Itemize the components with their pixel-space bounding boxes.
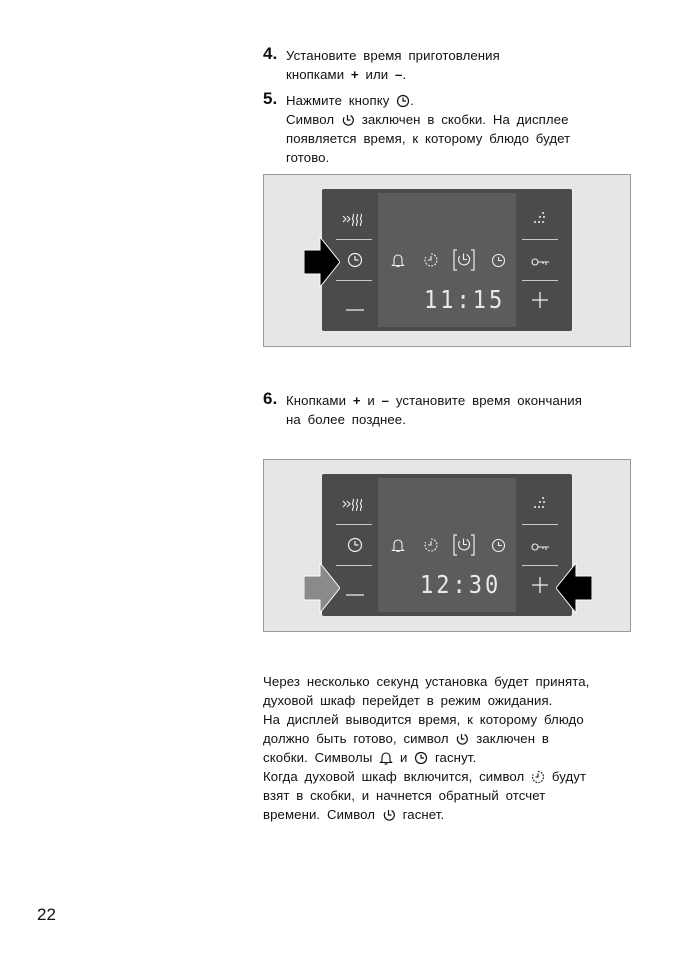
key-icon[interactable] (531, 255, 551, 273)
step-5-line-4: готово. (286, 150, 330, 165)
step-6-text-2: установите время окончания (395, 393, 583, 408)
divider (522, 565, 558, 566)
or-text: или (365, 67, 389, 82)
fast-heat-icon[interactable] (342, 497, 366, 516)
bracketed-end-time-icon (452, 248, 476, 277)
step-5-number: 5. (263, 89, 278, 108)
control-panel-figure-2 (263, 459, 631, 632)
step-4-number: 4. (263, 44, 278, 63)
divider (336, 565, 372, 566)
timer-icon (423, 252, 439, 273)
text-line-1: Через несколько секунд установка будет принята, (263, 674, 590, 689)
time-display: 11:15 (424, 286, 506, 315)
text-part: будут (551, 769, 587, 784)
step-4-line-2 (286, 65, 406, 84)
symbol-text: Символ (286, 112, 335, 127)
pointer-arrow-icon (304, 237, 340, 292)
step-6-line-2: на более позднее. (286, 412, 406, 427)
divider (522, 239, 558, 240)
dots-icon[interactable] (531, 496, 547, 517)
fast-heat-icon[interactable] (342, 212, 366, 231)
text-line-3: На дисплей выводится время, к которому блюдо (263, 712, 584, 727)
oven-control-panel (322, 189, 572, 331)
plus-icon[interactable] (532, 577, 548, 598)
key-icon[interactable] (531, 540, 551, 558)
text-line-7: взят в скобки, и начнется обратный отсчет (263, 788, 546, 803)
text-part: гаснут. (434, 750, 477, 765)
divider (522, 524, 558, 525)
divider (336, 239, 372, 240)
control-panel-figure-1 (263, 174, 631, 347)
step-4-line-1: Установите время приготовления (286, 48, 500, 63)
text-part: скобки. Символы (263, 750, 373, 765)
text-line-8 (263, 805, 444, 827)
text-part: и (399, 750, 408, 765)
plus-symbol: + (350, 67, 359, 82)
step-5-line-3: появляется время, к которому блюдо будет (286, 131, 571, 146)
period: . (410, 93, 414, 108)
clock-icon (491, 253, 506, 273)
page-number: 22 (37, 905, 56, 924)
minus-icon[interactable] (346, 584, 364, 602)
minus-icon[interactable] (346, 299, 364, 317)
plus-symbol: + (352, 393, 361, 408)
step-5-text: Нажмите кнопку (286, 93, 390, 108)
end-time-icon (382, 808, 396, 827)
step-6-number: 6. (263, 389, 278, 408)
step-6-text: Кнопками (286, 393, 347, 408)
text-part: заключен в (476, 731, 549, 746)
text-part: гаснет. (402, 807, 445, 822)
bell-icon (391, 538, 405, 558)
text-part: времени. Символ (263, 807, 376, 822)
text-part: Когда духовой шкаф включится, символ (263, 769, 525, 784)
clock-icon[interactable] (347, 252, 363, 273)
clock-icon (491, 538, 506, 558)
pointer-arrow-grey-icon (304, 563, 340, 618)
bracketed-end-time-icon (452, 533, 476, 562)
step-4-text: кнопками (286, 67, 345, 82)
dots-icon[interactable] (531, 211, 547, 232)
and-text: и (367, 393, 375, 408)
minus-symbol: – (381, 393, 390, 408)
divider (522, 280, 558, 281)
bell-icon (391, 253, 405, 273)
text-line-2: духовой шкаф перейдет в режим ожидания. (263, 693, 553, 708)
oven-control-panel (322, 474, 572, 616)
minus-symbol: – (395, 67, 403, 82)
divider (336, 524, 372, 525)
divider (336, 280, 372, 281)
step-6-line-1 (286, 391, 582, 410)
step-5-text-2: заключен в скобки. На дисплее (361, 112, 569, 127)
timer-icon (423, 537, 439, 558)
pointer-arrow-icon (556, 563, 592, 618)
text-part: должно быть готово, символ (263, 731, 449, 746)
plus-icon[interactable] (532, 292, 548, 313)
time-display: 12:30 (420, 571, 502, 600)
period: . (402, 67, 407, 82)
clock-icon[interactable] (347, 537, 363, 558)
